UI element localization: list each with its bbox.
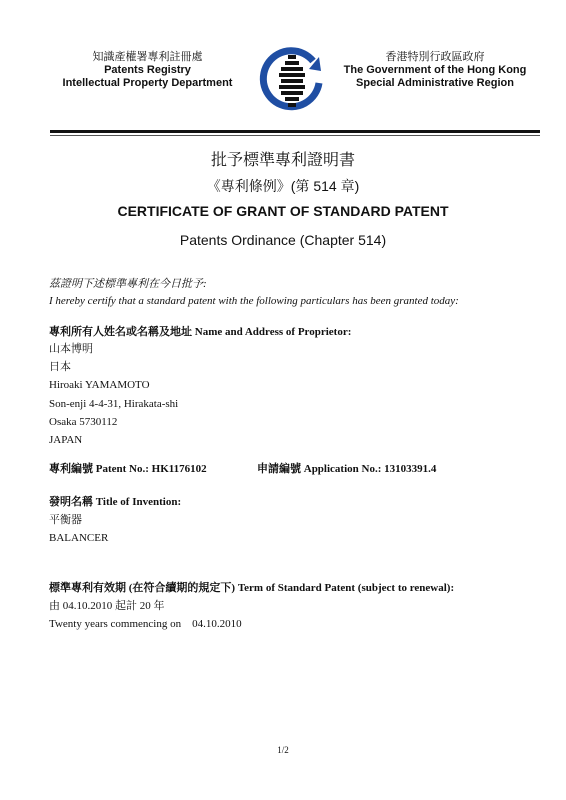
- proprietor-line: Osaka 5730112: [49, 416, 118, 428]
- registry-name-en: Patents Registry: [104, 64, 191, 76]
- invention-title-zh: 平衡器: [49, 514, 82, 526]
- certificate-title-zh: 批予標準專利證明書: [210, 152, 355, 169]
- invention-title-en: BALANCER: [49, 532, 109, 544]
- certify-statement-zh: 茲證明下述標準專利在今日批予:: [49, 278, 207, 290]
- hksar-ipd-logo-icon: [257, 47, 327, 117]
- ordinance-en: Patents Ordinance (Chapter 514): [179, 232, 387, 248]
- government-name-en-1: The Government of the Hong Kong: [343, 64, 527, 76]
- ordinance-zh: 《專利條例》(第 514 章): [206, 178, 360, 194]
- proprietor-label: 專利所有人姓名或名稱及地址 Name and Address of Proprietor:: [49, 326, 352, 338]
- proprietor-line: 山本博明: [49, 343, 93, 355]
- proprietor-line: JAPAN: [49, 434, 83, 446]
- proprietor-line: Hiroaki YAMAMOTO: [49, 379, 150, 391]
- header-left: [40, 51, 255, 90]
- department-name-en: Intellectual Property Department: [62, 77, 233, 89]
- patent-number: 專利編號 Patent No.: HK1176102: [49, 463, 207, 475]
- term-zh: 由 04.10.2010 起計 20 年: [49, 600, 165, 612]
- government-name-en-2: Special Administrative Region: [356, 77, 514, 89]
- header-divider-thin: [50, 135, 540, 136]
- government-name-zh: 香港特別行政區政府: [385, 51, 485, 63]
- registry-name-zh: 知識產權署專利註冊處: [92, 51, 203, 63]
- certify-statement-en: I hereby certify that a standard patent with the following particulars has been granted today:: [49, 295, 459, 307]
- proprietor-line: Son-enji 4-4-31, Hirakata-shi: [49, 398, 179, 410]
- term-label: 標準專利有效期 (在符合續期的規定下) Term of Standard Patent (subject to renewal):: [49, 582, 455, 594]
- proprietor-line: 日本: [49, 361, 71, 373]
- page-number: 1/2: [277, 745, 289, 755]
- header-divider: [50, 130, 540, 133]
- application-number: 申請編號 Application No.: 13103391.4: [257, 463, 437, 475]
- certificate-title-en: CERTIFICATE OF GRANT OF STANDARD PATENT: [117, 203, 449, 219]
- term-en: Twenty years commencing on 04.10.2010: [49, 618, 242, 630]
- invention-title-label: 發明名稱 Title of Invention:: [49, 496, 182, 508]
- header-right: [330, 51, 540, 90]
